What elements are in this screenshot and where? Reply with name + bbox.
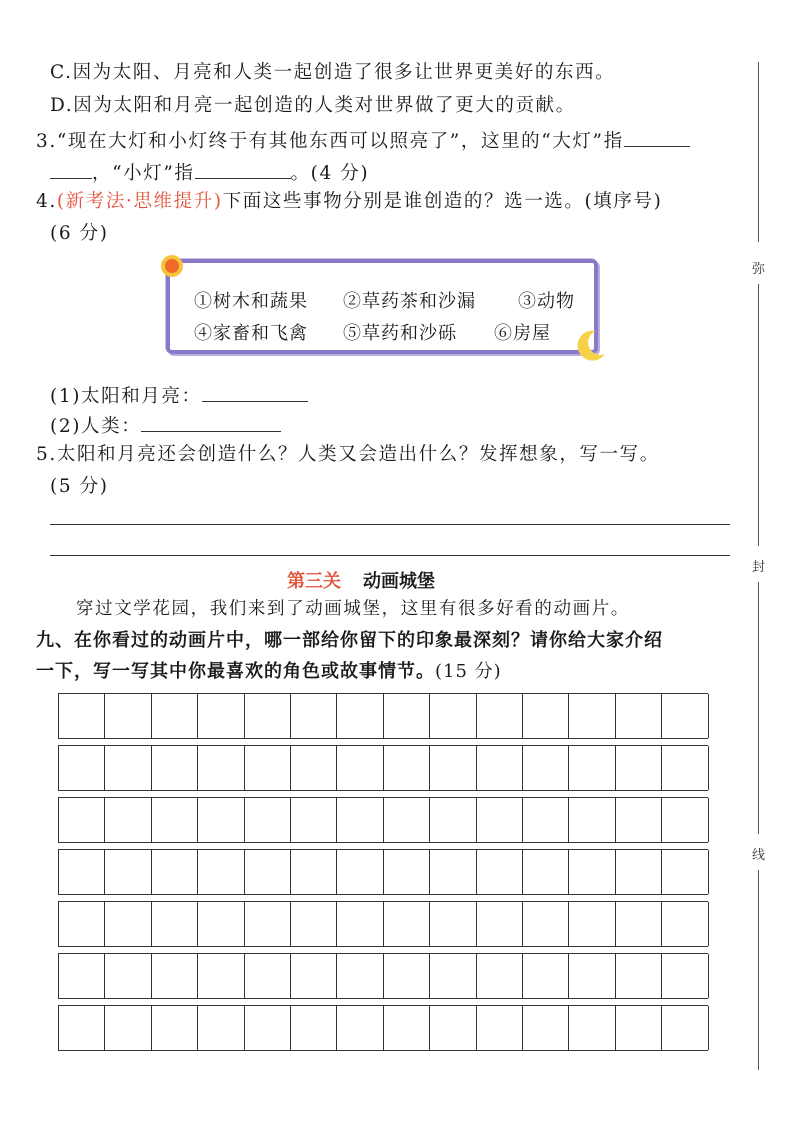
- grid-cell-border: [429, 1006, 430, 1050]
- grid-cell-border: [104, 746, 105, 790]
- question-3-text-2: ，“小灯”指: [92, 163, 195, 184]
- grid-cell-border: [197, 902, 198, 946]
- grid-cell-border: [244, 694, 245, 738]
- grid-cell-border: [104, 954, 105, 998]
- grid-cell-border: [290, 902, 291, 946]
- grid-cell-border: [615, 954, 616, 998]
- grid-cell-border: [383, 1006, 384, 1050]
- grid-cell-border: [151, 902, 152, 946]
- grid-cell-border: [151, 746, 152, 790]
- grid-cell-border: [522, 746, 523, 790]
- margin-line: [758, 284, 759, 546]
- grid-cell-border: [661, 1006, 662, 1050]
- grid-cell-border: [290, 746, 291, 790]
- grid-cell-border: [476, 1006, 477, 1050]
- grid-cell-border: [661, 850, 662, 894]
- option-item: ⑥房屋: [494, 323, 551, 344]
- grid-cell-border: [522, 1006, 523, 1050]
- grid-cell-border: [383, 850, 384, 894]
- grid-cell-border: [568, 850, 569, 894]
- question-5-score: (5 分): [50, 476, 109, 497]
- grid-cell-border: [244, 746, 245, 790]
- grid-cell-border: [708, 1006, 709, 1050]
- grid-cell-border: [568, 798, 569, 842]
- grid-cell-border: [615, 902, 616, 946]
- grid-cell-border: [197, 1006, 198, 1050]
- grid-cell-border: [383, 694, 384, 738]
- option-item: ④家畜和飞禽: [194, 323, 308, 344]
- grid-cell-border: [708, 798, 709, 842]
- grid-cell-border: [197, 850, 198, 894]
- grid-cell-border: [244, 850, 245, 894]
- writing-line[interactable]: [50, 555, 730, 556]
- grid-row[interactable]: [58, 797, 708, 843]
- question-9: 九、在你看过的动画片中，哪一部给你留下的印象最深刻？请你给大家介绍: [36, 630, 663, 651]
- grid-row[interactable]: [58, 1005, 708, 1051]
- grid-cell-border: [522, 954, 523, 998]
- question-4-number: 4.: [36, 191, 57, 212]
- grid-cell-border: [104, 902, 105, 946]
- option-d: D.因为太阳和月亮一起创造的人类对世界做了更大的贡献。: [50, 95, 576, 116]
- grid-cell-border: [290, 850, 291, 894]
- grid-cell-border: [336, 694, 337, 738]
- grid-cell-border: [151, 694, 152, 738]
- grid-cell-border: [336, 954, 337, 998]
- sun-icon: [160, 254, 184, 278]
- margin-line: [758, 582, 759, 834]
- grid-cell-border: [383, 954, 384, 998]
- grid-cell-border: [58, 746, 59, 790]
- grid-cell-border: [615, 746, 616, 790]
- grid-cell-border: [708, 954, 709, 998]
- grid-cell-border: [522, 850, 523, 894]
- answer-2-label: (2)人类：: [50, 416, 142, 437]
- grid-cell-border: [476, 850, 477, 894]
- answer-blank[interactable]: [50, 162, 92, 179]
- answer-1-label: (1)太阳和月亮：: [50, 386, 202, 407]
- grid-cell-border: [58, 694, 59, 738]
- grid-cell-border: [708, 850, 709, 894]
- grid-cell-border: [336, 746, 337, 790]
- grid-row[interactable]: [58, 849, 708, 895]
- grid-cell-border: [476, 902, 477, 946]
- grid-cell-border: [58, 902, 59, 946]
- option-item: ③动物: [518, 291, 575, 312]
- grid-cell-border: [383, 798, 384, 842]
- grid-cell-border: [708, 902, 709, 946]
- grid-cell-border: [429, 798, 430, 842]
- grid-row[interactable]: [58, 953, 708, 999]
- grid-cell-border: [429, 746, 430, 790]
- grid-cell-border: [661, 798, 662, 842]
- grid-cell-border: [615, 850, 616, 894]
- grid-cell-border: [476, 694, 477, 738]
- question-9-cont: [36, 663, 502, 681]
- grid-cell-border: [383, 902, 384, 946]
- grid-cell-border: [522, 798, 523, 842]
- answer-blank[interactable]: [195, 162, 291, 179]
- grid-cell-border: [661, 746, 662, 790]
- option-item: ①树木和蔬果: [194, 291, 308, 312]
- grid-cell-border: [290, 954, 291, 998]
- grid-cell-border: [336, 1006, 337, 1050]
- margin-label: 线: [752, 848, 766, 863]
- grid-cell-border: [104, 798, 105, 842]
- question-3-cont: [50, 162, 369, 184]
- grid-cell-border: [197, 694, 198, 738]
- grid-cell-border: [476, 954, 477, 998]
- section-title: [287, 567, 435, 593]
- grid-cell-border: [104, 1006, 105, 1050]
- grid-cell-border: [58, 798, 59, 842]
- grid-row[interactable]: [58, 693, 708, 739]
- grid-cell-border: [568, 902, 569, 946]
- question-9-text: 一下，写一写其中你最喜欢的角色或故事情节。: [36, 661, 435, 682]
- question-3-text: 3.“现在大灯和小灯终于有其他东西可以照亮了”，这里的“大灯”指: [36, 131, 624, 152]
- answer-blank[interactable]: [202, 385, 308, 402]
- writing-line[interactable]: [50, 524, 730, 525]
- answer-2: [50, 415, 281, 437]
- question-3-score: 。(4 分): [290, 163, 370, 184]
- margin-label: 封: [752, 560, 766, 575]
- grid-cell-border: [336, 798, 337, 842]
- grid-cell-border: [244, 902, 245, 946]
- grid-cell-border: [522, 694, 523, 738]
- option-c: C.因为太阳、月亮和人类一起创造了很多让世界更美好的东西。: [50, 62, 616, 83]
- grid-cell-border: [383, 746, 384, 790]
- grid-cell-border: [336, 902, 337, 946]
- grid-cell-border: [336, 850, 337, 894]
- grid-cell-border: [197, 746, 198, 790]
- section-title-level: 第三关: [287, 571, 341, 592]
- grid-cell-border: [58, 850, 59, 894]
- question-4-text: 下面这些事物分别是谁创造的？选一选。(填序号): [222, 191, 663, 212]
- grid-cell-border: [58, 1006, 59, 1050]
- grid-cell-border: [568, 746, 569, 790]
- grid-cell-border: [197, 798, 198, 842]
- grid-cell-border: [151, 954, 152, 998]
- grid-cell-border: [104, 694, 105, 738]
- grid-cell-border: [661, 954, 662, 998]
- grid-cell-border: [290, 1006, 291, 1050]
- question-9-score: (15 分): [435, 661, 502, 682]
- grid-cell-border: [568, 694, 569, 738]
- grid-cell-border: [661, 694, 662, 738]
- grid-cell-border: [661, 902, 662, 946]
- grid-cell-border: [429, 954, 430, 998]
- grid-cell-border: [615, 798, 616, 842]
- grid-cell-border: [151, 798, 152, 842]
- grid-cell-border: [476, 746, 477, 790]
- grid-cell-border: [290, 694, 291, 738]
- margin-line: [758, 870, 759, 1070]
- grid-cell-border: [708, 694, 709, 738]
- grid-cell-border: [104, 850, 105, 894]
- question-5: 5.太阳和月亮还会创造什么？人类又会造出什么？发挥想象，写一写。: [36, 444, 660, 465]
- grid-cell-border: [429, 850, 430, 894]
- grid-cell-border: [522, 902, 523, 946]
- question-4-score: (6 分): [50, 223, 109, 244]
- grid-cell-border: [568, 1006, 569, 1050]
- grid-cell-border: [244, 954, 245, 998]
- section-title-name: 动画城堡: [363, 571, 435, 592]
- grid-cell-border: [151, 850, 152, 894]
- grid-cell-border: [615, 694, 616, 738]
- grid-cell-border: [429, 902, 430, 946]
- grid-cell-border: [708, 746, 709, 790]
- grid-cell-border: [197, 954, 198, 998]
- margin-label: 弥: [752, 262, 766, 277]
- option-item: ⑤草药和沙砾: [343, 323, 457, 344]
- section-intro: 穿过文学花园，我们来到了动画城堡，这里有很多好看的动画片。: [76, 599, 630, 619]
- answer-blank[interactable]: [624, 130, 690, 147]
- grid-cell-border: [476, 798, 477, 842]
- option-item: ②草药茶和沙漏: [343, 291, 476, 312]
- question-3: [36, 130, 690, 152]
- grid-cell-border: [244, 798, 245, 842]
- grid-cell-border: [568, 954, 569, 998]
- grid-cell-border: [244, 1006, 245, 1050]
- margin-line: [758, 62, 759, 242]
- grid-cell-border: [615, 1006, 616, 1050]
- question-4-tag: (新考法·思维提升): [56, 191, 223, 212]
- grid-cell-border: [290, 798, 291, 842]
- grid-cell-border: [429, 694, 430, 738]
- question-4: [36, 193, 662, 212]
- moon-icon: [574, 328, 608, 362]
- answer-blank[interactable]: [141, 415, 281, 432]
- answer-1: [50, 385, 308, 407]
- grid-row[interactable]: [58, 745, 708, 791]
- grid-row[interactable]: [58, 901, 708, 947]
- grid-cell-border: [58, 954, 59, 998]
- grid-cell-border: [151, 1006, 152, 1050]
